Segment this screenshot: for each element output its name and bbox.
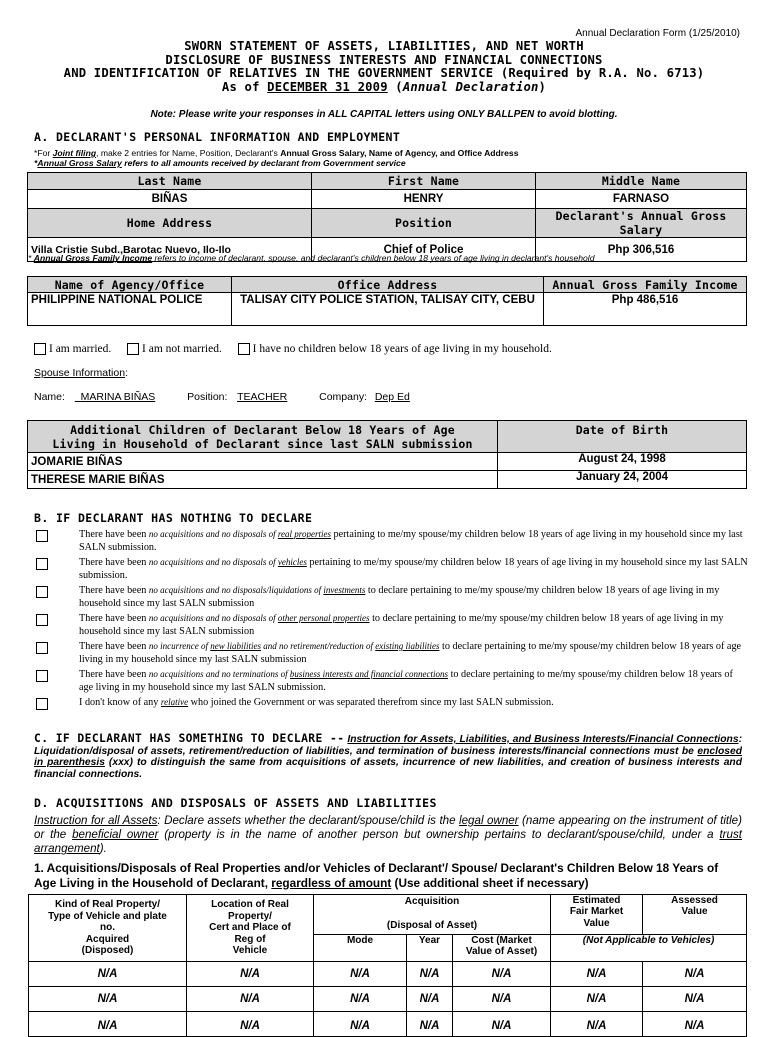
family-income-note: * Annual Gross Family Income refers to income of declarant, spouse, and declarant's children below 18 years of age living in declarant's household: [28, 253, 595, 263]
home-address-header: Home Address: [28, 209, 312, 238]
not-married-checkbox[interactable]: [127, 343, 139, 355]
location-header: Location of Real Property/ Cert and Place of Reg of Vehicle: [187, 895, 314, 962]
table-row: [28, 453, 747, 471]
personal-info-table: [27, 172, 747, 262]
agency-table: [27, 276, 747, 326]
table-cell: N/A: [407, 987, 453, 1012]
as-of-line: As of DECEMBER 31 2009 (Annual Declaration): [221, 79, 547, 94]
office-address-header: Office Address: [232, 277, 544, 293]
kind-of-property-header: Kind of Real Property/ Type of Vehicle and plate no. Acquired (Disposed): [29, 895, 187, 962]
table-cell: N/A: [407, 962, 453, 987]
middle-name-value: FARNASO: [536, 190, 747, 209]
gross-salary-note: *Annual Gross Salary refers to all amounts received by declarant from Government service: [34, 158, 406, 168]
agency-header: Name of Agency/Office: [28, 277, 232, 293]
last-name-header: Last Name: [28, 173, 312, 190]
no-children-checkbox[interactable]: [238, 343, 250, 355]
table-cell: N/A: [29, 962, 187, 987]
business-interests-checkbox[interactable]: [36, 670, 48, 682]
table-row: [28, 471, 747, 489]
gross-salary-value: Php 306,516: [536, 238, 747, 262]
as-of-date: DECEMBER 31 2009: [267, 79, 388, 94]
investments-checkbox[interactable]: [36, 586, 48, 598]
saln-form-page: Annual Declaration Form (1/25/2010) SWORN STATEMENT OF ASSETS, LIABILITIES, AND NET WORTH DISCLOSURE OF BUSINESS INTERESTS AND FINANCIAL CONNECTIONS AND IDENTIFICATION OF RELATIVES IN THE GOVERNMENT SERVICE (Required by R.A. No. 6713) As of DECEMBER 31 2009 (Annual Declaration) Note: Please write your responses in ALL CAPITAL letters using ONLY BALLPEN to avoid blotting. A. DECLARANT'S PERSONAL INFORMATION AND EMPLOYMENT *For Joint filing, make 2 entries for Name, Position, Declarant's Annual Gross Salary, Name of Agency, and Office Address *Annual Gross Salary refers to all amounts received by declarant from Government service Last Name First Name Middle Name BIÑAS HENRY FARNASO Home Address Position Declarant's Annual Gross Salary Villa Cristie Subd.,Barotac Nuevo, Ilo-Ilo Chief of Police Php 306,516 * Annual Gross Family Income refers to income of declarant, spouse, and declarant's children below 18 years of age living in declarant's household Name of Agency/Office Office Address Annual Gross Family Income PHILIPPINE NATIONAL POLICE TALISAY CITY POLICE STATION, TALISAY CITY, CEBU Php 486,516 I am married. I am not married. I have no children below 18 years of age living in my household. Spouse Information: Name: MARINA BIÑAS Position: TEACHER Company: Dep Ed Additional Children of Declarant Below 18 Years of Age Living in Household of Declarant since last SALN submission Date of Birth JOMARIE BIÑAS August 24, 1998 THERESE MARIE BIÑAS January 24, 2004 B. IF DECLARANT HAS NOTHING TO DECLARE There have been no acquisitions and no disposals of real properties pertaining to me/my spouse/my children below 18 years of age living in my household since my last SALN submission. There have been no acquisitions and no disposals of vehicles pertaining to me/my spouse/my children below 18 years of age living in my household since my last SALN submission. There have been no acquisitions and no disposals/liquidations of investments to declare pertaining to me/my spouse/my children below 18 years of age living in my household since my last SALN submission There have been no acquisitions and no disposals of other personal properties to declare pertaining to me/my spouse/my children below 18 years of age living in my household since my last SALN submission There have been no incurrence of new liabilities and no retirement/reduction of existing liabilities to declare pertaining to me/my spouse/my children below 18 years of age living in my household since my last SALN submission There have been no acquisitions and no terminations of business interests and financial connections to declare pertaining to me/my spouse/my children below 18 years of age living in my household since my last SALN submission. I don't know of any relative who joined the Government or was separated therefrom since my last SALN submission. C. IF DECLARANT HAS SOMETHING TO DECLARE -- Instruction for Assets, Liabilities, and Business Interests/Financial Connections: Liquidation/disposal of assets, retirement/reduction of liabilities, and termination of business interests/financial connections must be enclosed in parenthesis (xxx) to distinguish the same from acquisitions of assets, incurrence of new liabilities, and creation of business interests and financial connections. D. ACQUISITIONS AND DISPOSALS OF ASSETS AND LIABILITIES Instruction for all Assets: Declare assets whether the declarant/spouse/child is the legal owner (name appearing on the instrument of title) or the beneficial owner (property is in the name of another person but ownership pertains to declarant/spouse/child, under a trust arrangement). 1. Acquisitions/Disposals of Real Properties and/or Vehicles of Declarant'/ Spouse/ Declarant's Children Below 18 Years of Age Living in the Household of Declarant, regardless of amount (Use additional sheet if necessary) Kind of Real Property/ Type of Vehicle and plate no. Acquired (Disposed) Location of Real Property/ Cert and Place of Reg of Vehicle Acquisition (Disposal of Asset) Estimated Fair Market Value Assessed Value Mode Year Cost (Market Value of Asset) (Not Applicable to Vehicles) N/A N/A N/A N/A N/A N/A N/A N/A N/A N/A N/A N/A N/A N/A N/A N/A N/A N/A N/A N/A N/A: [0, 0, 768, 1024]
table-cell: N/A: [551, 1012, 643, 1037]
real-property-checkbox[interactable]: [36, 530, 48, 542]
spouse-company: Dep Ed: [374, 391, 410, 403]
spouse-position: TEACHER: [237, 391, 288, 403]
section-b-heading: B. IF DECLARANT HAS NOTHING TO DECLARE: [34, 511, 313, 525]
table-cell: N/A: [314, 987, 407, 1012]
relative-checkbox[interactable]: [36, 698, 48, 710]
child-dob: August 24, 1998: [498, 453, 747, 471]
table-cell: N/A: [29, 987, 187, 1012]
section-d-heading: D. ACQUISITIONS AND DISPOSALS OF ASSETS AND LIABILITIES: [34, 796, 437, 810]
gross-salary-header: Declarant's Annual Gross Salary: [536, 209, 747, 238]
title-line-3: AND IDENTIFICATION OF RELATIVES IN THE GOVERNMENT SERVICE (Required by R.A. No. 6713): [63, 66, 705, 80]
married-checkbox[interactable]: [34, 343, 46, 355]
dob-header: Date of Birth: [498, 421, 747, 453]
spouse-name: MARINA BIÑAS: [80, 391, 156, 403]
table-cell: N/A: [453, 1012, 551, 1037]
mode-header: Mode: [314, 935, 407, 962]
assessed-value-header: Assessed Value: [643, 895, 747, 935]
table-cell: N/A: [29, 1012, 187, 1037]
instruction-note: Note: Please write your responses in ALL CAPITAL letters using ONLY BALLPEN to avoid blotting.: [150, 109, 618, 120]
table-cell: N/A: [643, 987, 747, 1012]
form-title: [0, 40, 768, 94]
table-cell: N/A: [187, 1012, 314, 1037]
section-d-instruction: Instruction for all Assets: Declare assets whether the declarant/spouse/child is the legal owner (name appearing on the instrument of title) or the beneficial owner (property is in the name of another person but ownership pertains to declarant/spouse/child, under a trust arrangement).: [34, 814, 742, 856]
first-name-value: HENRY: [312, 190, 536, 209]
table-cell: N/A: [643, 962, 747, 987]
children-table: [27, 420, 747, 489]
not-married-label: I am not married.: [142, 343, 222, 355]
family-income-header: Annual Gross Family Income: [544, 277, 747, 293]
acquisition-header: Acquisition (Disposal of Asset): [314, 895, 551, 935]
year-header: Year: [407, 935, 453, 962]
child-dob: January 24, 2004: [498, 471, 747, 489]
spouse-info-line: Name: MARINA BIÑAS Position: TEACHER Company: Dep Ed: [34, 391, 410, 403]
table-cell: N/A: [453, 987, 551, 1012]
other-personal-properties-checkbox[interactable]: [36, 614, 48, 626]
table-cell: N/A: [187, 962, 314, 987]
agency-value: PHILIPPINE NATIONAL POLICE: [28, 293, 232, 326]
middle-name-header: Middle Name: [536, 173, 747, 190]
table-cell: N/A: [643, 1012, 747, 1037]
table-row: [29, 987, 747, 1012]
section-c: C. IF DECLARANT HAS SOMETHING TO DECLARE -- Instruction for Assets, Liabilities, and Business Interests/Financial Connections: Liquidation/disposal of assets, retirement/reduction of liabilities, and termination of business interests/financial connections must be enclosed in parenthesis (xxx) to distinguish the same from acquisitions of assets, incurrence of new liabilities, and creation of business interests and financial connections.: [34, 732, 742, 780]
position-value: Chief of Police: [312, 238, 536, 262]
efmv-header: Estimated Fair Market Value: [551, 895, 643, 935]
section-c-instruction: Instruction for Assets, Liabilities, and Business Interests/Financial Connections: [347, 734, 739, 745]
title-line-2: DISCLOSURE OF BUSINESS INTERESTS AND FINANCIAL CONNECTIONS: [165, 52, 603, 67]
section-c-heading: C. IF DECLARANT HAS SOMETHING TO DECLARE --: [34, 732, 345, 745]
item-1-heading: 1. Acquisitions/Disposals of Real Properties and/or Vehicles of Declarant'/ Spouse/ Declarant's Children Below 18 Years of Age Living in the Household of Declarant, regardless of amount (Use additional sheet if necessary): [34, 861, 719, 890]
table-cell: N/A: [551, 987, 643, 1012]
home-address-value: Villa Cristie Subd.,Barotac Nuevo, Ilo-Ilo: [28, 238, 312, 262]
table-cell: N/A: [407, 1012, 453, 1037]
office-address-value: TALISAY CITY POLICE STATION, TALISAY CITY, CEBU: [232, 293, 544, 326]
last-name-value: BIÑAS: [28, 190, 312, 209]
no-children-label: I have no children below 18 years of age living in my household.: [252, 343, 552, 355]
family-income-value: Php 486,516: [544, 293, 747, 326]
liabilities-checkbox[interactable]: [36, 642, 48, 654]
vehicles-checkbox[interactable]: [36, 558, 48, 570]
children-header: Additional Children of Declarant Below 18 Years of Age Living in Household of Declarant since last SALN submission: [28, 421, 498, 453]
first-name-header: First Name: [312, 173, 536, 190]
not-applicable-header: (Not Applicable to Vehicles): [551, 935, 747, 962]
child-name: THERESE MARIE BIÑAS: [28, 471, 498, 489]
title-line-1: SWORN STATEMENT OF ASSETS, LIABILITIES, AND NET WORTH: [184, 39, 584, 53]
married-label: I am married.: [49, 343, 112, 355]
form-date: Annual Declaration Form (1/25/2010): [575, 28, 740, 39]
table-cell: N/A: [187, 987, 314, 1012]
table-row: [29, 962, 747, 987]
spouse-info-heading: Spouse Information:: [34, 367, 128, 379]
real-property-table: [28, 894, 747, 1037]
table-cell: N/A: [314, 962, 407, 987]
table-row: [29, 1012, 747, 1037]
table-cell: N/A: [314, 1012, 407, 1037]
child-name: JOMARIE BIÑAS: [28, 453, 498, 471]
marital-checkboxes: [34, 343, 552, 355]
table-cell: N/A: [453, 962, 551, 987]
table-cell: N/A: [551, 962, 643, 987]
position-header: Position: [312, 209, 536, 238]
cost-header: Cost (Market Value of Asset): [453, 935, 551, 962]
joint-filing-note: *For Joint filing, make 2 entries for Name, Position, Declarant's Annual Gross Salary, Name of Agency, and Office Address: [34, 148, 519, 158]
section-a-heading: A. DECLARANT'S PERSONAL INFORMATION AND EMPLOYMENT: [34, 130, 401, 144]
